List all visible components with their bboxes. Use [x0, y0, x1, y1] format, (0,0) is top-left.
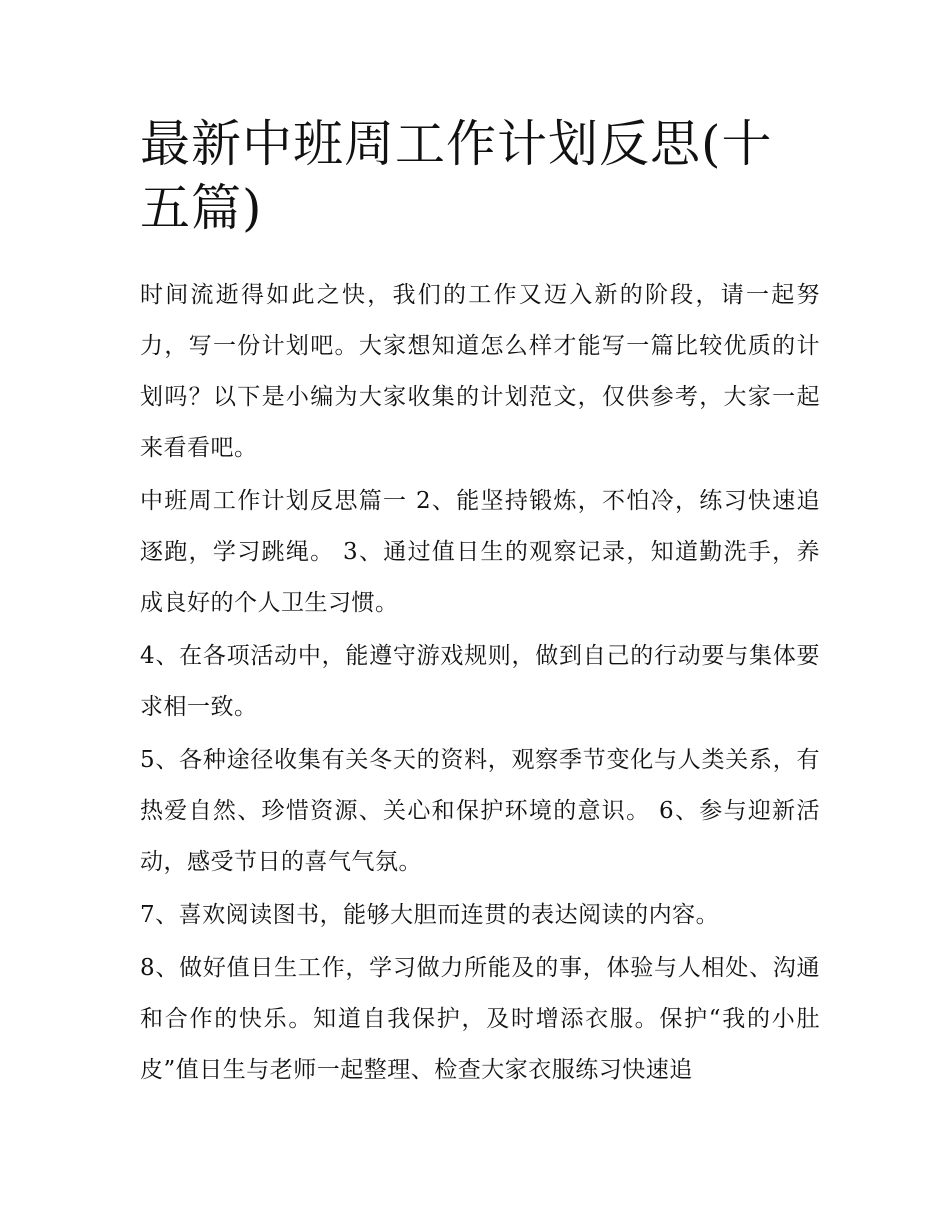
plan-item-paragraph: 7、喜欢阅读图书，能够大胆而连贯的表达阅读的内容。 [140, 902, 720, 928]
plan-item-paragraph: 4、在各项活动中，能遵守游戏规则，做到自己的行动要与集体要求相一致。 [140, 643, 820, 720]
plan-item-paragraph: 8、做好值日生工作，学习做力所能及的事，体验与人相处、沟通和合作的快乐。知道自我保护，及时增添衣服。保护“我的小肚皮”值日生与老师一起整理、检查大家衣服练习快速追 [140, 955, 820, 1083]
plan-item-paragraph: 中班周工作计划反思篇一 2、能坚持锻炼，不怕冷，练习快速追逐跑，学习跳绳。 3、通过值日生的观察记录，知道勤洗手，养成良好的个人卫生习惯。 [140, 488, 820, 616]
document-title: 最新中班周工作计划反思(十五篇) [140, 115, 773, 237]
intro-paragraph: 时间流逝得如此之快，我们的工作又迈入新的阶段，请一起努力，写一份计划吧。大家想知道怎么样才能写一篇比较优质的计划吗？以下是小编为大家收集的计划范文，仅供参考，大家一起来看看吧。 [140, 282, 820, 461]
plan-item-paragraph: 5、各种途径收集有关冬天的资料，观察季节变化与人类关系，有热爱自然、珍惜资源、关心和保护环境的意识。 6、参与迎新活动，感受节日的喜气气氛。 [140, 747, 820, 875]
document-page [140, 112, 820, 1098]
